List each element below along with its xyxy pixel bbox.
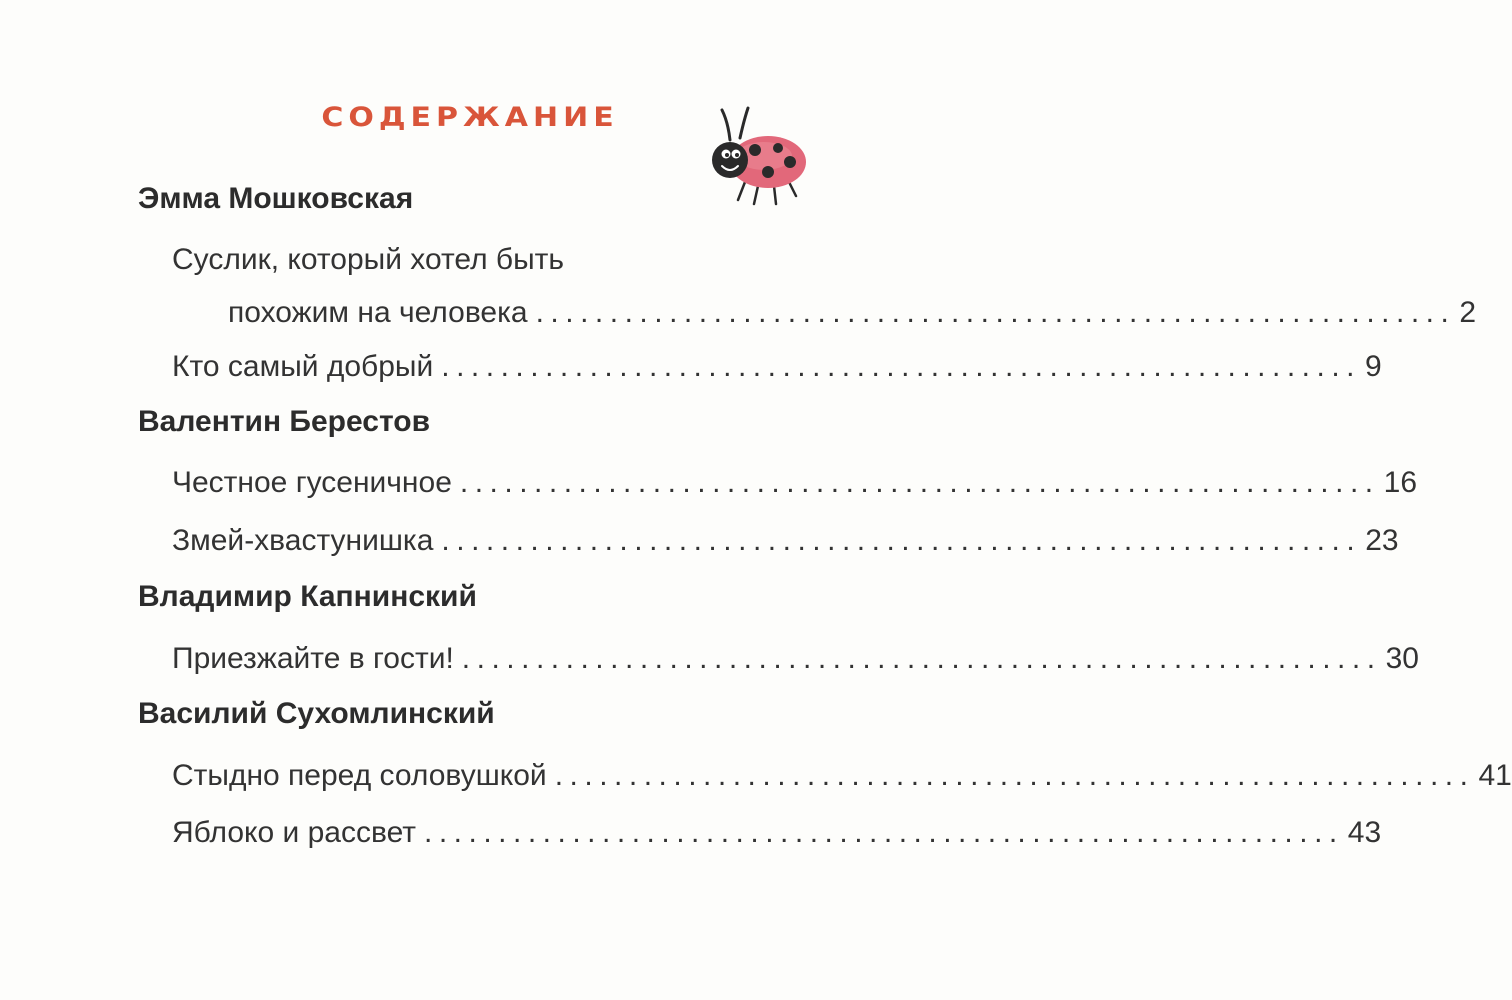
entry-title-line: Суслик, который хотел быть (172, 243, 565, 276)
author-name: Владимир Капнинский (138, 580, 477, 613)
dot-leader: .............................................................. (459, 466, 1380, 499)
entry-title: Змей-хвастунишка (172, 524, 434, 557)
dot-leader: .............................................................. (441, 350, 1362, 383)
entry-title: Стыдно перед соловушкой (172, 759, 547, 792)
entry-title: Приезжайте в гости! (172, 642, 454, 675)
entry-title: Честное гусеничное (172, 466, 452, 499)
toc-entry[interactable] (172, 753, 1512, 793)
page-number: 41 (1478, 759, 1512, 792)
dot-leader: .............................................................. (554, 759, 1475, 792)
author-name: Василий Сухомлинский (138, 697, 495, 730)
toc-entry[interactable] (172, 518, 1399, 558)
toc-entry[interactable] (172, 460, 1418, 500)
page-number: 9 (1365, 350, 1382, 383)
entry-title: Кто самый добрый (172, 350, 434, 383)
dot-leader: .............................................................. (461, 642, 1382, 675)
ladybug-icon (700, 100, 810, 215)
entry-title: Яблоко и рассвет (172, 816, 416, 849)
dot-leader: .............................................................. (441, 524, 1362, 557)
dot-leader: .............................................................. (535, 296, 1456, 329)
author-name: Эмма Мошковская (138, 182, 414, 215)
toc-entry[interactable] (172, 636, 1419, 676)
page-number: 2 (1459, 296, 1477, 329)
page-number: 43 (1347, 816, 1382, 849)
page-number: 30 (1385, 642, 1419, 675)
entry-title: похожим на человека (228, 296, 528, 329)
page-number: 16 (1383, 466, 1418, 499)
toc-entry[interactable] (172, 344, 1382, 384)
toc-entry[interactable] (228, 290, 1477, 330)
toc-title: СОДЕРЖАНИЕ (321, 101, 619, 134)
dot-leader: .............................................................. (424, 816, 1344, 849)
author-name: Валентин Берестов (138, 405, 431, 438)
toc-entry[interactable] (172, 810, 1382, 850)
page-number: 23 (1365, 524, 1399, 557)
